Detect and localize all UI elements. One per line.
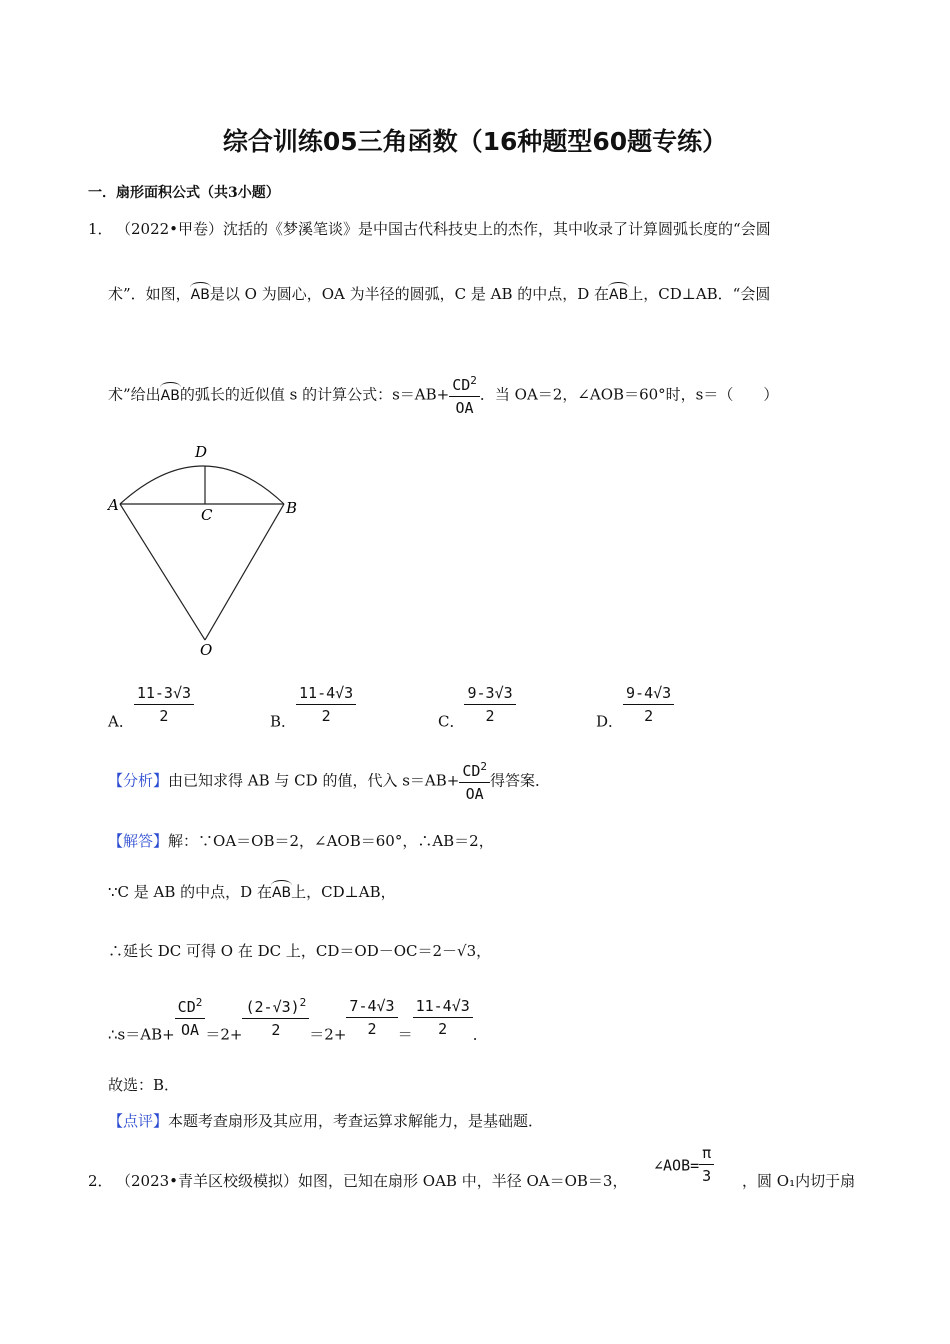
formula-fraction xyxy=(242,996,309,1039)
angle-fraction xyxy=(699,1144,714,1185)
question-1-line3-text: 的弧长的近似值 s 的计算公式：s＝AB+ xyxy=(179,385,450,404)
label-c: C xyxy=(201,506,213,524)
question-2-text: （2023•青羊区校级模拟）如图，已知在扇形 OAB 中，半径 OA＝OB＝3， xyxy=(116,1172,628,1190)
formula-fraction xyxy=(413,997,473,1038)
solution-choice: 故选：B． xyxy=(108,1076,180,1094)
solution-text: ＝2+ xyxy=(309,1025,347,1044)
radius-ob xyxy=(205,504,284,640)
fraction-denominator: 2 xyxy=(367,1020,377,1038)
fraction-denominator: 2 xyxy=(644,707,654,725)
exponent: 2 xyxy=(299,996,307,1009)
exponent: 2 xyxy=(480,760,488,773)
solution-tag: 【解答】 xyxy=(108,832,169,850)
arc-symbol: AB xyxy=(161,382,180,405)
radius-oa xyxy=(120,504,205,640)
question-2-text-end: ，圆 O₁内切于扇 xyxy=(742,1172,856,1190)
formula-fraction xyxy=(175,996,206,1039)
option-fraction xyxy=(623,684,674,725)
fraction-numerator: CD xyxy=(462,762,481,780)
solution-text: ． xyxy=(472,1025,488,1044)
option-d[interactable] xyxy=(596,684,674,731)
fraction-denominator: 2 xyxy=(159,707,169,725)
fraction-numerator: π xyxy=(699,1144,714,1165)
question-1-line2-text: 术”．如图， xyxy=(108,285,191,303)
option-a[interactable] xyxy=(108,684,194,731)
option-fraction xyxy=(296,684,356,725)
solution-text: ＝2+ xyxy=(205,1025,243,1044)
formula-fraction xyxy=(346,997,397,1038)
question-1-line3 xyxy=(108,374,778,417)
formula-fraction xyxy=(449,374,480,417)
comment-line xyxy=(108,1114,543,1129)
fraction-denominator: 2 xyxy=(321,707,331,725)
formula-fraction xyxy=(459,760,490,803)
section-heading: 一．扇形面积公式（共3小题） xyxy=(88,185,280,201)
fraction-denominator: 2 xyxy=(271,1021,281,1039)
fraction-numerator: 11-3√3 xyxy=(134,684,194,705)
option-label: A． xyxy=(108,712,134,731)
fraction-numerator: CD xyxy=(177,998,196,1016)
fraction-numerator: 9-4√3 xyxy=(623,684,674,705)
question-1-line3-text: 术”给出 xyxy=(108,385,161,404)
fraction-denominator: OA xyxy=(465,785,484,803)
solution-line1 xyxy=(108,834,494,849)
fraction-numerator: 11-4√3 xyxy=(296,684,356,705)
fraction-denominator: OA xyxy=(180,1021,200,1039)
page-title: 综合训练05三角函数（16种题型60题专练） xyxy=(222,127,728,156)
fraction-denominator: OA xyxy=(455,399,474,417)
solution-line2 xyxy=(108,880,396,900)
fraction-numerator: 11-4√3 xyxy=(413,997,473,1018)
sector-figure xyxy=(100,440,310,665)
fraction-numerator: CD xyxy=(452,376,471,394)
solution-text: ∵C 是 AB 的中点，D 在 xyxy=(108,883,272,901)
option-b[interactable] xyxy=(270,684,356,731)
option-fraction xyxy=(464,684,515,725)
fraction-denominator: 3 xyxy=(702,1167,712,1185)
analysis-line xyxy=(108,760,550,803)
question-2-number: 2． xyxy=(88,1172,113,1190)
option-label: C． xyxy=(438,712,465,731)
fraction-numerator: (2-√3) xyxy=(245,998,300,1016)
fraction-numerator: 7-4√3 xyxy=(346,997,397,1018)
solution-line4 xyxy=(108,996,488,1044)
analysis-text: 得答案． xyxy=(490,771,551,790)
fraction-numerator: 9-3√3 xyxy=(464,684,515,705)
angle-formula xyxy=(654,1144,714,1185)
question-1-line2-text: 是以 O 为圆心，OA 为半径的圆弧，C 是 AB 的中点，D 在 xyxy=(209,285,610,303)
comment-text: 本题考查扇形及其应用，考查运算求解能力，是基础题． xyxy=(168,1112,544,1130)
question-1-line1: （2022•甲卷）沈括的《梦溪笔谈》是中国古代科技史上的杰作，其中收录了计算圆弧长度的“会圆 xyxy=(116,220,771,238)
arc-symbol: AB xyxy=(191,282,210,302)
arc-ab xyxy=(120,466,284,504)
analysis-text: 由已知求得 AB 与 CD 的值，代入 s＝AB+ xyxy=(168,771,460,790)
solution-text: ＝ xyxy=(397,1025,413,1044)
question-1-line2-text: 上，CD⊥AB．“会圆 xyxy=(628,285,771,303)
option-label: B． xyxy=(270,712,297,731)
label-o: O xyxy=(200,641,213,659)
solution-text: 解：∵OA＝OB＝2，∠AOB＝60°，∴AB＝2， xyxy=(168,832,494,850)
exponent: 2 xyxy=(470,374,477,387)
solution-line3: ∴延长 DC 可得 O 在 DC 上，CD＝OD－OC＝2－√3， xyxy=(108,942,492,960)
solution-text: 上，CD⊥AB， xyxy=(291,883,396,901)
option-c[interactable] xyxy=(438,684,516,731)
fraction-denominator: 2 xyxy=(485,707,495,725)
analysis-tag: 【分析】 xyxy=(108,771,169,790)
comment-tag: 【点评】 xyxy=(108,1112,169,1130)
label-b: B xyxy=(286,499,298,517)
solution-text: ∴s＝AB+ xyxy=(108,1025,175,1044)
fraction-denominator: 2 xyxy=(438,1020,448,1038)
label-d: D xyxy=(195,443,208,461)
label-a: A xyxy=(108,496,119,514)
angle-text: ∠AOB= xyxy=(654,1156,700,1175)
arc-symbol: AB xyxy=(272,880,291,900)
question-1-line2 xyxy=(108,282,770,302)
question-1-line3-text: ．当 OA＝2，∠AOB＝60°时，s＝（ ） xyxy=(479,385,779,404)
arc-symbol: AB xyxy=(609,282,628,302)
question-1-number: 1． xyxy=(88,220,113,238)
exponent: 2 xyxy=(195,996,203,1009)
option-label: D． xyxy=(596,712,624,731)
option-fraction xyxy=(134,684,194,725)
